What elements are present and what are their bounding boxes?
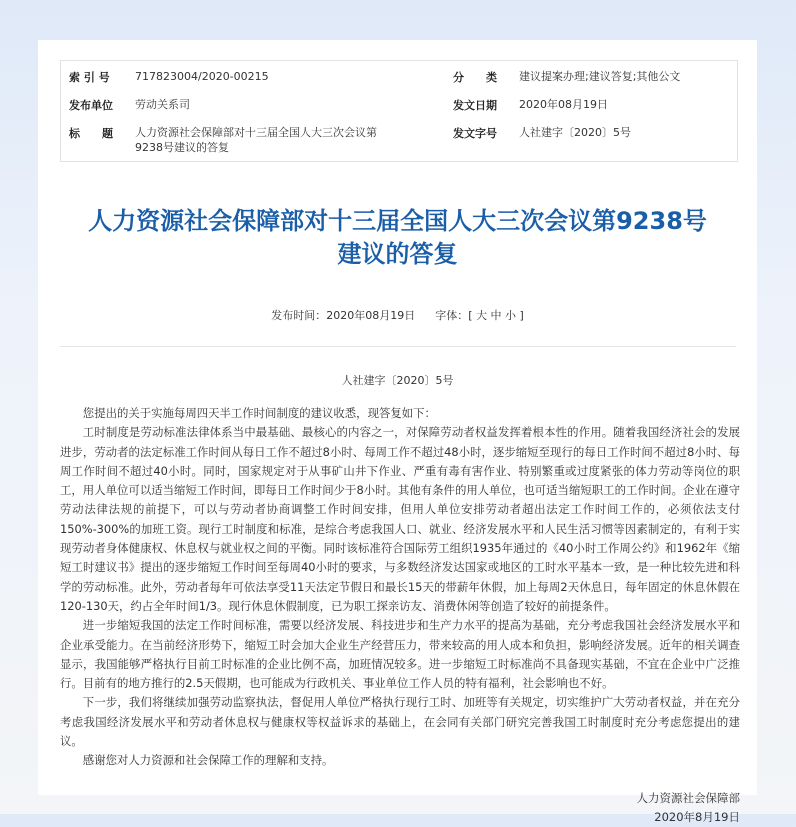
paragraph: 感谢您对人力资源和社会保障工作的理解和支持。 [82,753,334,768]
paragraph: 下一步，我们将继续加强劳动监察执法，督促用人单位严格执行现行工时、加班等有关规定，切实维护广大劳动者权益，并在充分考虑我国经济发展水平和劳动者休息权与健康权等权益诉求的基础上，在会同有关部门研究完善我国工时制度时充分考虑您提出的建议。 [60,695,740,749]
meta-date: 发文日期 2020年08月19日 [453,98,608,112]
document-number: 人社建字〔2020〕5号 [341,374,454,387]
meta-title: 标 题 人力资源社会保障部对十三届全国人大三次会议第9238号建议的答复 [69,126,377,154]
meta-category: 分 类 建议提案办理;建议答复;其他公文 [453,70,681,84]
document-page [38,40,757,824]
document-content [60,404,740,827]
signature-date: 2020年8月19日 [654,809,740,824]
paragraph: 进一步缩短我国的法定工作时间标准，需要以经济发展、科技进步和生产力水平的提高为基础，充分考虑我国社会经济发展水平和企业承受能力。在当前经济形势下，缩短工时会加大企业生产经营压力，带来较高的用人成本和负担，影响经济发展。近年的相关调查显示，我国能够严格执行目前工时标准的企业比例不高，加班情况较多。进一步缩短工时标准尚不具备现实基础，不宜在企业中广泛推行。目前有的地方推行的2.5天假期，也可能成为行政机关、事业单位工作人员的特有福利，社会影响也不好。 [60,618,740,691]
divider [60,346,736,347]
meta-index: 索 引 号 717823004/2020-00215 [69,70,269,84]
paragraph: 工时制度是劳动标准法律体系当中最基础、最核心的内容之一，对保障劳动者权益发挥着根本性的作用。随着我国经济社会的发展进步，劳动者的法定标准工作时间从每日工作不超过8小时、每周工作不超过48小时，逐步缩短至现行的每日工作时间不超过8小时、每周工作时间不超过40小时。同时，国家规定对于从事矿山井下作业、严重有毒有害作业、特别繁重或过度紧张的体力劳动等岗位的职工，用人单位可以适当缩短工作时间，即每日工作时间少于8小时。其他有条件的用人单位，也可适当缩短职工的工作时间。企业在遵守劳动法律法规的前提下，可以与劳动者协商调整工作时间安排，但用人单位安排劳动者超出法定工作时间工作的，必须依法支付150%-300%的加班工资。现行工时制度和标准，是综合考虑我国人口、就业、经济发展水平和人民生活习惯等因素制定的，有利于实现劳动者身体健康权、休息权与就业权之间的平衡。同时该标准符合国际劳工组织1935年通过的《40小时工作周公约》和1962年《缩短工时建议书》提出的逐步缩短工作时间至每周40小时的要求，与多数经济发达国家或地区的工时水平基本一致，是一种比较先进和科学的劳动标准。此外，劳动者每年可依法享受11天法定节假日和最长15天的带薪年休假，加上每周2天休息日，每年固定的休息休假在120-130天，约占全年时间1/3。现行休息休假制度，已为职工探亲访友、消费休闲等创造了较好的前提条件。 [60,425,740,613]
signature-org: 人力资源社会保障部 [636,790,740,805]
signature [60,789,740,827]
page-title: 人力资源社会保障部对十三届全国人大三次会议第9238号 建议的答复 [88,207,707,268]
font-size-selector[interactable]: 字体：[ 大 中 小 ] [435,309,524,322]
meta-docno: 发文字号 人社建字〔2020〕5号 [453,126,631,140]
publish-info [38,307,757,323]
paragraph: 您提出的关于实施每周四天半工作时间制度的建议收悉，现答复如下： [82,406,436,420]
metadata-table [60,60,738,162]
publish-time: 发布时间：2020年08月19日 [271,309,416,322]
document-body [60,404,740,771]
meta-issuer: 发布单位 劳动关系司 [69,98,190,112]
